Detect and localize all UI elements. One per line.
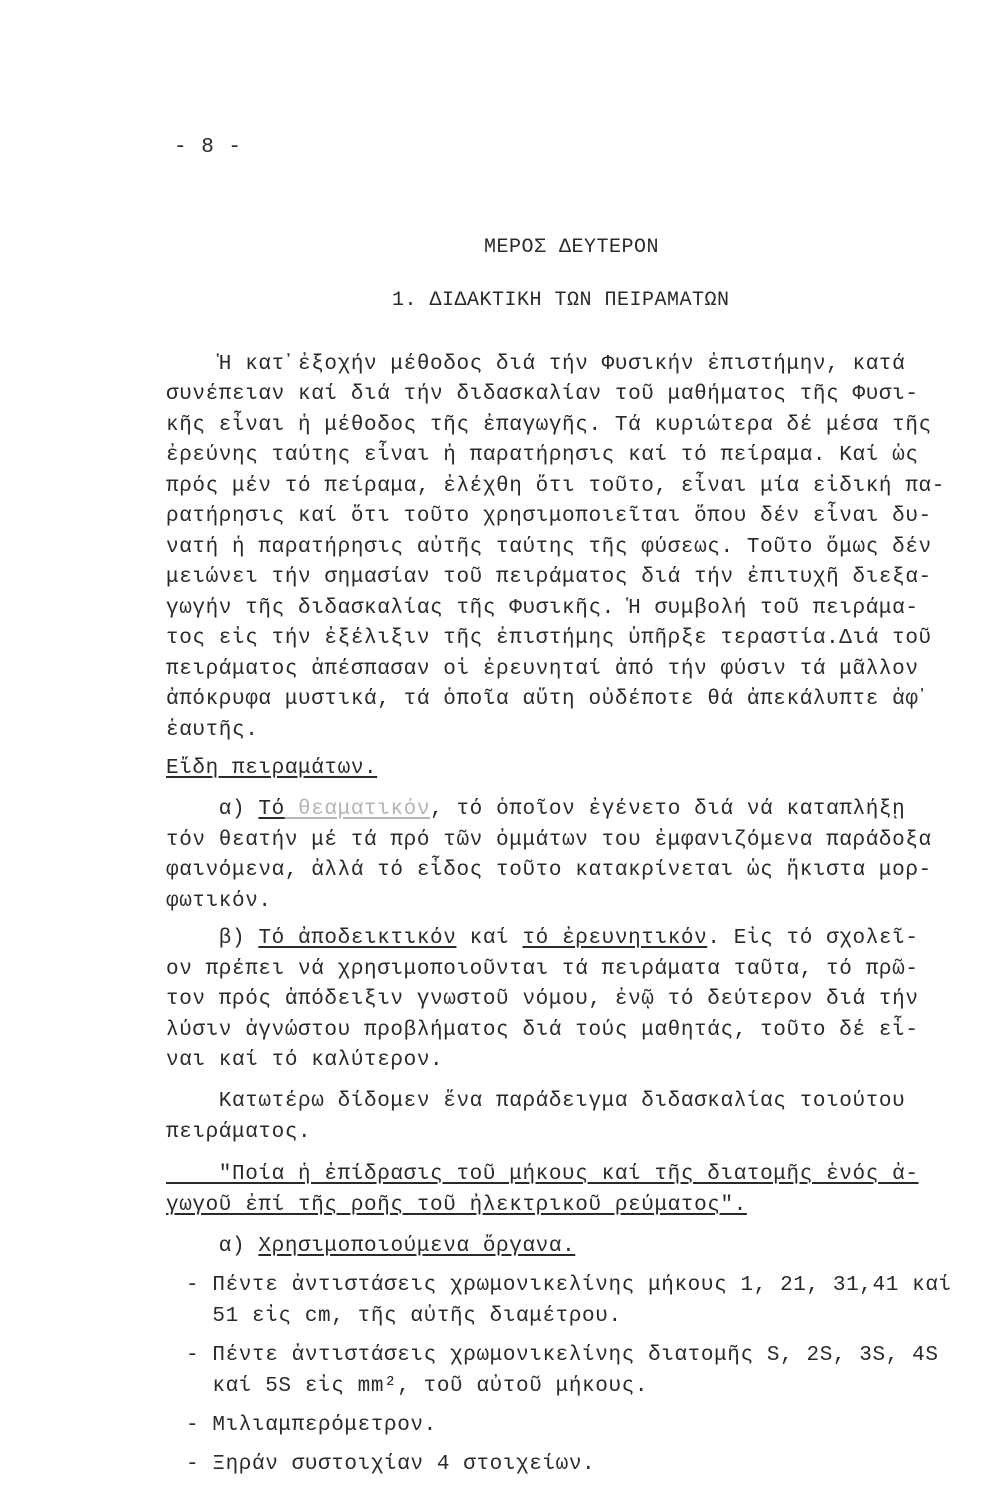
paragraph-line: γωγήν τῆς διδασκαλίας τῆς Φυσικῆς. Ἡ συμβολή τοῦ πειράμα- [166, 597, 919, 620]
paragraph-line: ναι καί τό καλύτερον. [166, 1049, 444, 1072]
paragraph-line: ρατήρησις καί ὅτι τοῦτο χρησιμοποιεῖται ὅπου δέν εἶναι δυ- [166, 505, 932, 528]
paragraph-line: ον πρέπει νά χρησιμοποιοῦνται τά πειράματα ταῦτα, τό πρῶ- [166, 958, 919, 981]
paragraph-line: πρός μέν τό πείραμα, ἐλέχθη ὅτι τοῦτο, εἶναι μία εἰδική πα- [166, 475, 945, 498]
paragraph-line: πειράματος ἀπέσπασαν οἱ ἐρευνηταί ἀπό τήν φύσιν τά μᾶλλον [166, 658, 919, 681]
type-a-title-to: Τό [258, 798, 285, 821]
page-number: - 8 - [174, 136, 243, 159]
paragraph-line: φωτικόν. [166, 890, 272, 913]
paragraph-line: ἑαυτῆς. [166, 719, 259, 742]
type-a-prefix: α) [166, 798, 259, 821]
list-item: - Πέντε ἀντιστάσεις χρωμονικελίνης διατομῆς S, 2S, 3S, 4S [186, 1344, 939, 1367]
instruments-heading: Χρησιμοποιούμενα ὄργανα. [258, 1235, 576, 1258]
types-heading-text: Εἴδη πειραμάτων. [166, 757, 378, 780]
example-title-line: "Ποία ἡ ἐπίδρασις τοῦ μήκους καί τῆς διατομῆς ἑνός ἀ- [166, 1163, 919, 1186]
part-title: ΜΕΡΟΣ ΔΕΥΤΕΡΟΝ [484, 236, 660, 259]
paragraph-line: πειράματος. [166, 1121, 312, 1144]
paragraph-line: κῆς εἶναι ἡ μέθοδος τῆς ἐπαγωγῆς. Τά κυριώτερα δέ μέσα τῆς [166, 414, 932, 437]
type-b-mid: καί [456, 927, 523, 950]
list-item: - Πέντε ἀντιστάσεις χρωμονικελίνης μήκους 1, 21, 31,41 καί [186, 1274, 952, 1297]
type-b-first-line [166, 926, 966, 952]
section-title: 1. ΔΙΔΑΚΤΙΚΗ ΤΩΝ ΠΕΙΡΑΜΑΤΩΝ [392, 289, 730, 312]
type-a-first-line [166, 797, 966, 823]
type-b-title-2: τό ἐρευνητικόν [522, 927, 708, 950]
paragraph-line: Ἡ κατ᾿ἐξοχήν μέθοδος διά τήν Φυσικήν ἐπιστήμην, κατά [166, 353, 906, 376]
paragraph-line: νατή ἡ παρατήρησις αὐτῆς ταύτης τῆς φύσεως. Τοῦτο ὅμως δέν [166, 536, 932, 559]
instruments-heading-line [166, 1234, 966, 1260]
paragraph-line: τος εἰς τήν ἐξέλιξιν τῆς ἐπιστήμης ὑπῆρξε τεραστία.Διά τοῦ [166, 627, 932, 650]
type-b-title-1: Τό ἀποδεικτικόν [258, 927, 457, 950]
paragraph-line: φαινόμενα, ἀλλά τό εἶδος τοῦτο κατακρίνεται ὡς ἥκιστα μορ- [166, 859, 932, 882]
list-item: - Ξηράν συστοιχίαν 4 στοιχείων. [186, 1453, 596, 1476]
type-b-prefix: β) [166, 927, 259, 950]
paragraph-line: ἐρεύνης ταύτης εἶναι ἡ παρατήρησις καί τό πείραμα. Καί ὡς [166, 444, 919, 467]
instruments-prefix: α) [166, 1235, 259, 1258]
list-item: 51 εἰς cm, τῆς αὐτῆς διαμέτρου. [186, 1305, 622, 1328]
paragraph-line: τόν θεατήν μέ τά πρό τῶν ὀμμάτων του ἐμφανιζόμενα παράδοξα [166, 829, 932, 852]
type-b-after: . Εἰς τό σχολεῖ- [707, 927, 919, 950]
list-item: καί 5S εἰς mm², τοῦ αὐτοῦ μήκους. [186, 1375, 649, 1398]
type-a-after: , τό ὁποῖον ἐγένετο διά νά καταπλήξῃ [430, 798, 906, 821]
paragraph-line: συνέπειαν καί διά τήν διδασκαλίαν τοῦ μαθήματος τῆς Φυσι- [166, 383, 919, 406]
paragraph-line: τον πρός ἀπόδειξιν γνωστοῦ νόμου, ἐνῷ τό δεύτερον διά τήν [166, 988, 919, 1011]
example-title-line: γωγοῦ ἐπί τῆς ροῆς τοῦ ἠλεκτρικοῦ ρεύματος". [166, 1194, 747, 1217]
paragraph-line: ἀπόκρυφα μυστικά, τά ὁποῖα αὕτη οὐδέποτε θά ἀπεκάλυπτε ἀφ᾿ [166, 688, 932, 711]
types-heading [166, 756, 966, 782]
paragraph-line: Κατωτέρω δίδομεν ἕνα παράδειγμα διδασκαλίας τοιούτου [166, 1090, 906, 1113]
paragraph-line: μειώνει τήν σημασίαν τοῦ πειράματος διά τήν ἐπιτυχῆ διεξα- [166, 566, 932, 589]
paragraph-line: λύσιν ἀγνώστου προβλήματος διά τούς μαθητάς, τοῦτο δέ εἶ- [166, 1019, 919, 1042]
type-a-title-rest: θεαματικόν [284, 798, 431, 821]
list-item: - Μιλιαμπερόμετρον. [186, 1414, 437, 1437]
